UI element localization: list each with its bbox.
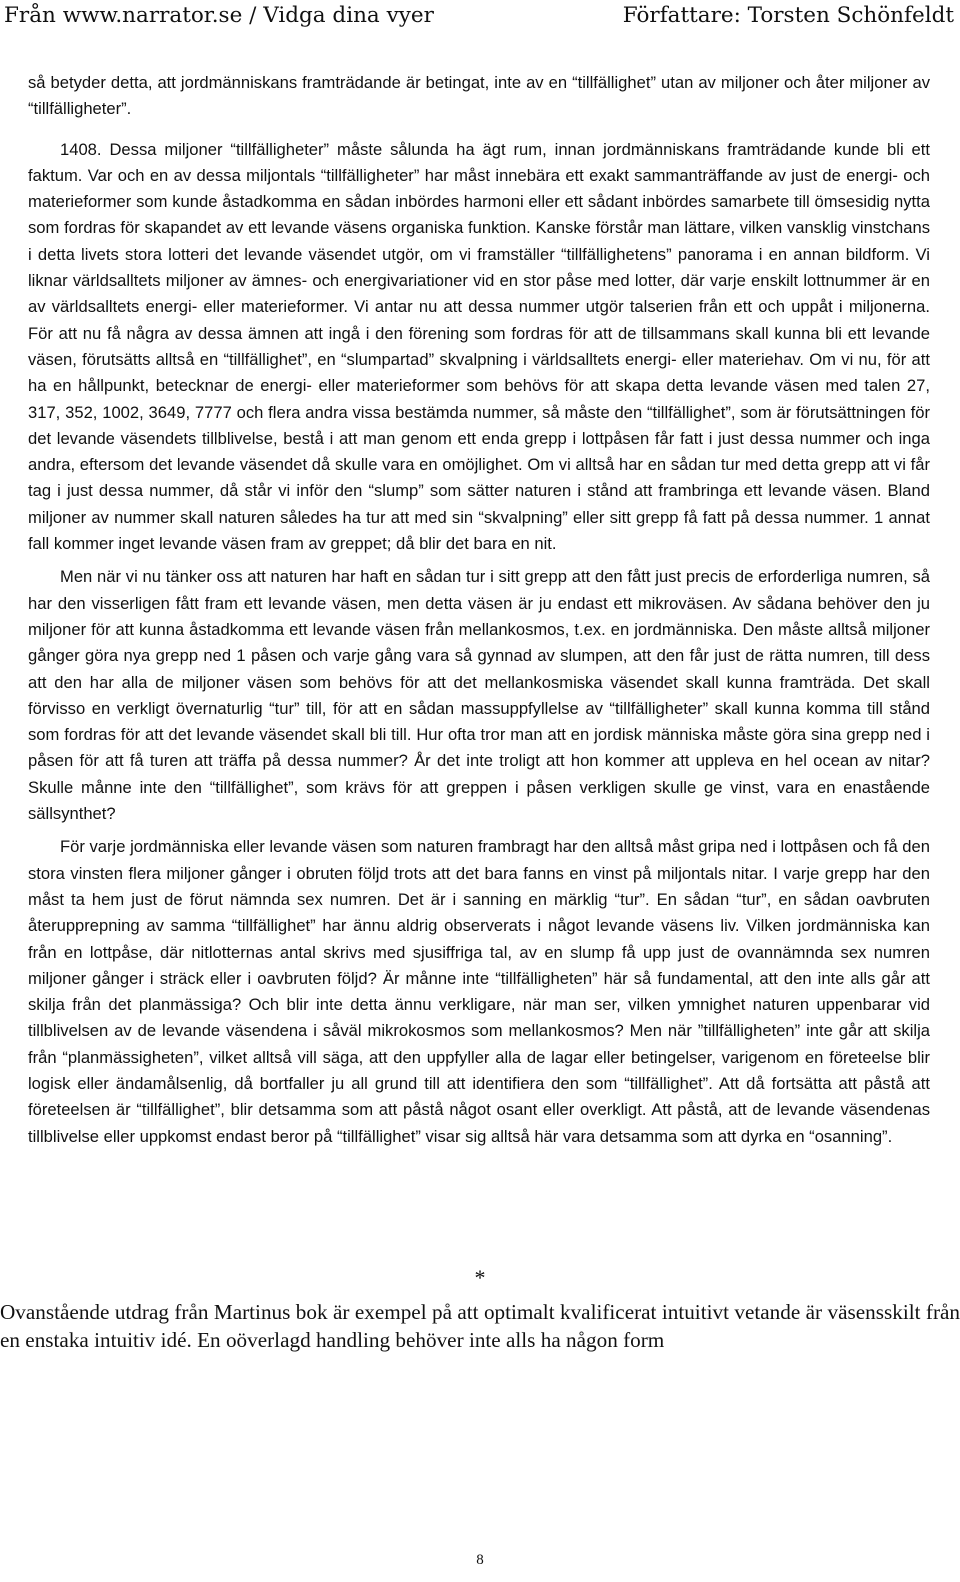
header-source: Från www.narrator.se / Vidga dina vyer (4, 3, 434, 28)
article-body (28, 70, 930, 1150)
paragraph-jordmanniska: För varje jordmänniska eller levande väsen som naturen frambragt har den alltså måst gripa ned i lottpåsen och få den stora vinsten flera miljoner gånger i obruten följd trots att det bara fanns en vinst på miljontals nitar. I varje grepp har den måst ta hem just de förut nämnda sex numren. Det är i sanning en märklig “tur”. En sådan “tur”, en sådan oavbruten återupprepning av samma “tillfällighet” har ännu aldrig observerats i något levande väsens liv. Vilken jordmänniska kan från en lottpåse, där nitlotternas antal skrivs med sjusiffriga tal, av en slump få upp just de ovannämnda sex numren miljoner gånger i sträck eller i oavbruten följd? Är månne inte “tillfälligheten” här så fundamental, att den inte alls går att skilja från det planmässiga? Och blir inte detta ännu verkligare, när man ser, vilken ymnighet naturen uppenbarar vid tillblivelsen av de levande väsendena i såväl mikrokosmos som mellankosmos? Men när ”tillfälligheten” inte går att skilja från “planmässigheten”, vilket alltså vill säga, att den uppfyller alla de lagar eller betingelser, varigenom en företeelse blir logisk eller ändamålsenlig, då bortfaller ju all grund till att identifiera den som “tillfällighet”. Att då fortsätta att påstå att företeelsen är “tillfällighet”, blir detsamma som att påstå något osant eller overkligt. Att påstå, att de levande väsendenas tillblivelse eller uppkomst endast beror på “tillfällighet” visar sig alltså här vara detsamma som att dyrka en “osanning”. (28, 837, 930, 1146)
page-number: 8 (476, 1552, 484, 1568)
closing-commentary (0, 1298, 960, 1354)
paragraph-tur: Men när vi nu tänker oss att naturen har haft en sådan tur i sitt grepp att den fått just precis de erforderliga numren, så har den visserligen fått fram ett levande väsen, men detta väsen är ju endast ett mikroväsen. Av sådana behöver den ju miljoner för att kunna åstadkomma ett levande väsen från mellankosmos, t.ex. en jordmänniska. Den måste alltså miljoner gånger göra nya grepp ned 1 påsen och varje gång vara så gynnad av slumpen, att den får just de rätta numren, till dess att den har alla de miljoner väsen som behövs för att det mellankosmiska väsendet skall kunna framträda. Det skall förvisso en verkligt övernaturlig “tur” till, för att en sådan massuppfyllelse av “tillfälligheter” skall kunna komma till stånd som fordras för att det levande väsendet skall bli till. Hur ofta tror man att en jordisk människa måste göra sina grepp ned i påsen för att få turen att träffa på dessa nummer? År det inte troligt att hon kommer att uppleva en hel ocean av nitar? Skulle månne inte den “tillfällighet”, som krävs för att greppen i påsen verkligen skulle ge vinst, vara en enastående sällsynthet? (28, 567, 930, 824)
paragraph-intro: så betyder detta, att jordmänniskans framträdande är betingat, inte av en “tillfällighet” utan av miljoner och åter miljoner av “tillfälligheter”. (28, 73, 930, 119)
section-separator: * (474, 1265, 486, 1290)
page-header (4, 2, 954, 32)
paragraph-1408: 1408. Dessa miljoner “tillfälligheter” måste sålunda ha ägt rum, innan jordmänniskans framträdande kunde bli ett faktum. Var och en av dessa miljontals “tillfälligheter” har måst innebära ett exakt sammanträffande av just de energi- och materieformer som kunde åstadkomma en sådan inbördes harmoni eller ett sådant inbördes samarbete till ömsesidig nytta som fordras för skapandet av ett levande väsens organiska funktion. Kanske förstår man lättare, vilken vansklig vinstchans i detta livets stora lotteri det levande väsendet utgör, om vi framställer “tillfällighetens” panorama i en annan bildform. Vi liknar världsalltets miljoner av ämnes- och energivariationer vid en stor påse med lotter, där varje enskilt lottnummer är en av världsalltets energi- eller materieformer. Vi antar nu att dessa nummer utgör talserien från ett och uppåt i miljonerna. För att nu få några av dessa ämnen att ingå i den förening som fordras för att de tillsammans skall kunna bli ett levande väsen, förutsätts alltså en “tillfällighet”, en “slumpartad” skvalpning i världsalltets energi- eller materiehav. Om vi nu, för att ha en hållpunkt, betecknar de energi- eller materieformer som behövs för att skapa detta levande väsen med talen 27, 317, 352, 1002, 3649, 7777 och flera andra vissa bestämda nummer, så måste den “tillfällighet”, som är förutsättningen för det levande väsendets tillblivelse, bestå i att man genom ett enda grepp i lottpåsen får fatt i just dessa nummer och inga andra, eftersom det levande väsendet då skulle vara en omöjlighet. Om vi alltså har en sådan tur med detta grepp att vi får tag i just dessa nummer, då står vi inför den “slump” som sätter naturen i stånd att frambringa ett levande väsen. Bland miljoner av nummer skall naturen således ha tur att med sin “skvalpning” eller sitt grepp få fatt på dessa nummer. 1 annat fall kommer inget levande väsen fram av greppet; då blir det bara en nit. (28, 139, 930, 554)
closing-paragraph: Ovanstående utdrag från Martinus bok är exempel på att optimalt kvalificerat intuitivt vetande är väsensskilt från en enstaka intuitiv idé. En oöverlagd handling behöver inte alls ha någon form (0, 1300, 960, 1352)
header-author: Författare: Torsten Schönfeldt (622, 3, 954, 28)
